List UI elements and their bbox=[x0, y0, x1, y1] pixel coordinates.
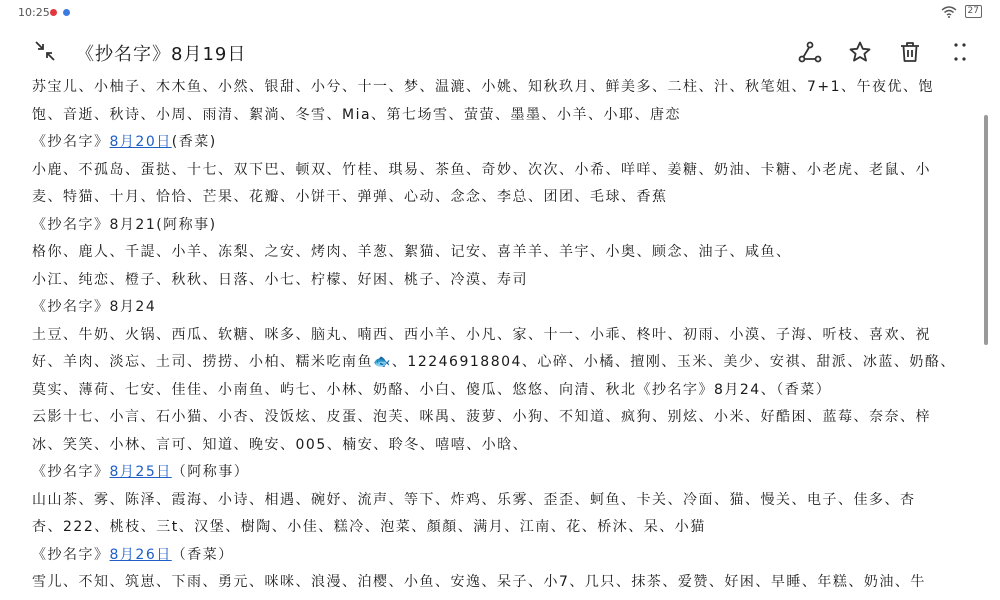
notification-dot-red-icon bbox=[50, 9, 57, 16]
name-list-line: 苏宝儿、小柚子、木木鱼、小然、银甜、小兮、十一、梦、温漉、小姚、知秋玖月、鲜美多、二柱、汁、秋笔姐、7+1、午夜优、饱 bbox=[32, 79, 935, 95]
name-list-line: 小江、纯恋、橙子、秋秋、日落、小七、柠檬、好困、桃子、冷漠、寿司 bbox=[32, 271, 528, 288]
wifi-icon bbox=[941, 6, 957, 18]
name-list-line: 杏、222、桃枝、三t、汉堡、樹陶、小佳、糕冷、泡菜、顏顏、满月、江南、花、桥沐、呆、小猫 bbox=[32, 519, 706, 535]
heading-suffix: （阿称事） bbox=[171, 464, 250, 480]
date-link[interactable]: 8月26日 bbox=[109, 546, 172, 563]
battery-icon: 27 bbox=[965, 5, 982, 18]
name-list-line: 雪儿、不知、筑崽、下雨、勇元、咪咪、浪漫、泊樱、小鱼、安逸、呆子、小7、几只、抹茶、爱赞、好困、早睡、年糕、奶油、牛 bbox=[32, 574, 926, 590]
heading-prefix: 《抄名字》 bbox=[32, 134, 110, 150]
heading-prefix: 《抄名字》 bbox=[32, 546, 110, 563]
heading-prefix: 《抄名字》 bbox=[32, 464, 110, 480]
name-list-line: 莫实、薄荷、七安、佳佳、小南鱼、屿七、小林、奶酪、小白、傻瓜、悠悠、向清、秋北《抄名字》8月24、（香菜） bbox=[32, 381, 832, 398]
date-heading bbox=[32, 212, 972, 240]
name-list-line: 冰、笑笑、小林、言可、知道、晚安、005、楠安、聆冬、嘻嘻、小晗、 bbox=[32, 436, 529, 453]
more-icon[interactable] bbox=[948, 40, 972, 64]
date-link[interactable]: 8月25日 bbox=[109, 464, 172, 480]
trash-icon[interactable] bbox=[898, 40, 922, 64]
heading-prefix: 《抄名字》8月24 bbox=[32, 299, 157, 315]
notification-dot-blue-icon bbox=[63, 9, 70, 16]
date-heading bbox=[32, 542, 972, 570]
heading-prefix: 《抄名字》8月21(阿称事) bbox=[32, 216, 217, 233]
name-list-line: 格你、鹿人、千諟、小羊、冻梨、之安、烤肉、羊葱、絮猫、记安、喜羊羊、羊宇、小奥、顾念、油子、咸鱼、 bbox=[32, 244, 792, 260]
name-list-line: 土豆、牛奶、火锅、西瓜、软糖、咪多、脑丸、喃西、西小羊、小凡、家、十一、小乖、柊叶、初雨、小漠、子海、听枝、喜欢、祝 bbox=[32, 326, 931, 343]
name-list-line: 麦、特猫、十月、恰恰、芒果、花瓣、小饼干、弹弹、心动、念念、李总、团团、毛球、香蕉 bbox=[32, 189, 668, 205]
date-heading bbox=[32, 129, 972, 157]
note-content[interactable] bbox=[32, 74, 972, 600]
name-list-line: 饱、音逝、秋诗、小周、雨清、絮淌、冬雪、Mia、第七场雪、萤萤、墨墨、小羊、小耶、唐恋 bbox=[32, 106, 682, 123]
status-time: 10:25 bbox=[18, 6, 50, 19]
date-heading bbox=[32, 294, 972, 322]
name-list-line: 好、羊肉、淡忘、土司、捞捞、小柏、糯米吃南鱼🐟、12246918804、心碎、小橘、擅刚、玉米、美少、安祺、甜派、冰蓝、奶酪、 bbox=[32, 354, 956, 370]
note-title: 《抄名字》8月19日 bbox=[76, 44, 247, 65]
scrollbar[interactable] bbox=[984, 115, 988, 345]
name-list-line: 云影十七、小言、石小猫、小杏、没饭炫、皮蛋、泡芙、咪禺、菠萝、小狗、不知道、疯狗、别炫、小米、好酷困、蓝莓、奈奈、梓 bbox=[32, 409, 931, 425]
share-icon[interactable] bbox=[798, 40, 822, 64]
date-heading bbox=[32, 459, 972, 487]
heading-suffix: （香菜） bbox=[171, 546, 234, 563]
heading-suffix: (香菜) bbox=[171, 134, 217, 150]
name-list-line: 山山茶、雾、陈泽、霞海、小诗、相遇、碗妤、流声、等下、炸鸡、乐雾、歪歪、蚵鱼、卡关、冷面、猫、慢关、电子、佳多、杏 bbox=[32, 491, 916, 508]
star-icon[interactable] bbox=[848, 40, 872, 64]
name-list-line: 小鹿、不孤岛、蛋挞、十七、双下巴、顿双、竹桂、琪易、茶鱼、奇妙、次次、小希、咩咩、姜糖、奶油、卡糖、小老虎、老鼠、小 bbox=[32, 161, 931, 178]
note-toolbar bbox=[0, 32, 1000, 74]
collapse-icon[interactable] bbox=[34, 40, 56, 62]
status-bar bbox=[0, 0, 1000, 26]
date-link[interactable]: 8月20日 bbox=[109, 134, 172, 150]
